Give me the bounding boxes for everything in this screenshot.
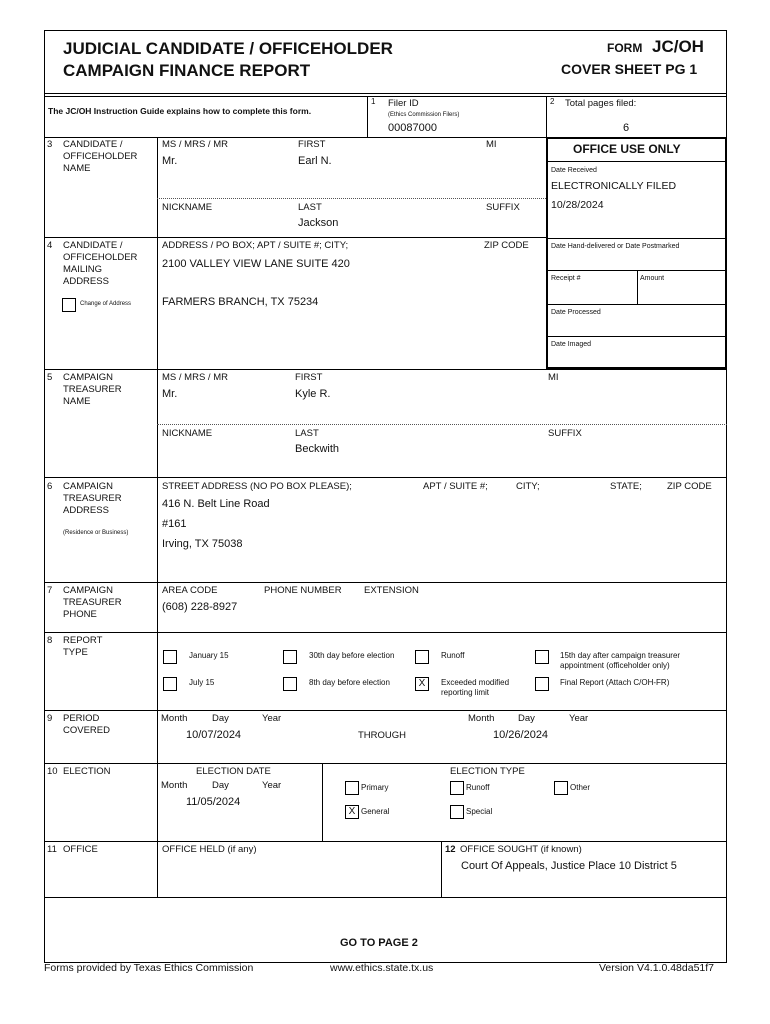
s6-line2: #161 — [162, 518, 187, 530]
date-processed-label: Date Processed — [551, 309, 601, 316]
date-received-label: Date Received — [551, 167, 597, 174]
s10-day-label: Day — [212, 780, 229, 791]
divider — [157, 198, 546, 199]
s3-label-1: CANDIDATE / — [63, 139, 123, 150]
s3-suffix-label: SUFFIX — [486, 202, 520, 213]
office-use-title: OFFICE USE ONLY — [573, 142, 681, 156]
divider — [44, 96, 727, 97]
s10-type-label: ELECTION TYPE — [450, 766, 525, 777]
election-other-checkbox[interactable] — [554, 781, 568, 795]
s5-first-label: FIRST — [295, 372, 323, 383]
s6-label-1: CAMPAIGN — [63, 481, 113, 492]
s10-date-label: ELECTION DATE — [196, 766, 271, 777]
s5-first: Kyle R. — [295, 388, 331, 400]
s6-street-label: STREET ADDRESS (NO PO BOX PLEASE); — [162, 481, 352, 492]
s5-nickname-label: NICKNAME — [162, 428, 213, 439]
s5-label-2: TREASURER — [63, 384, 122, 395]
election-runoff-label: Runoff — [466, 783, 490, 792]
s6-num: 6 — [47, 481, 53, 492]
report-type-30th-checkbox[interactable] — [283, 650, 297, 664]
office-held-label: OFFICE HELD (if any) — [162, 844, 257, 855]
s7-label-2: TREASURER — [63, 597, 122, 608]
divider — [367, 96, 368, 138]
s10-month-label: Month — [161, 780, 188, 791]
s9-to-date: 10/26/2024 — [493, 729, 549, 741]
election-runoff-checkbox[interactable] — [450, 781, 464, 795]
s6-note: (Residence or Business) — [63, 530, 129, 536]
s10-date: 11/05/2024 — [186, 796, 241, 808]
report-type-runoff-checkbox[interactable] — [415, 650, 429, 664]
divider — [441, 841, 442, 897]
s3-prefix-label: MS / MRS / MR — [162, 139, 228, 150]
form-title-line1: JUDICIAL CANDIDATE / OFFICEHOLDER — [63, 39, 393, 58]
s6-zip-label: ZIP CODE — [667, 481, 712, 492]
total-pages-value: 6 — [623, 122, 630, 134]
election-primary-checkbox[interactable] — [345, 781, 359, 795]
s3-last-label: LAST — [298, 202, 322, 213]
s3-prefix: Mr. — [162, 155, 178, 167]
s10-label: ELECTION — [63, 766, 111, 777]
election-other-label: Other — [570, 783, 591, 792]
s8-num: 8 — [47, 635, 53, 646]
s11-num: 11 — [47, 844, 57, 855]
report-type-final-checkbox[interactable] — [535, 677, 549, 691]
s9-day-label: Day — [212, 713, 229, 724]
s4-label-2: OFFICEHOLDER — [63, 252, 138, 263]
s3-first: Earl N. — [298, 155, 332, 167]
election-primary-label: Primary — [361, 783, 389, 792]
form-title-line2: CAMPAIGN FINANCE REPORT — [63, 61, 311, 80]
s3-num: 3 — [47, 139, 53, 150]
s7-phone: (608) 228-8927 — [162, 601, 238, 613]
s9-through-label: THROUGH — [358, 730, 407, 741]
report-type-runoff-label: Runoff — [441, 651, 465, 660]
divider — [157, 137, 158, 897]
footer-left: Forms provided by Texas Ethics Commission — [44, 962, 254, 974]
s8-label-2: TYPE — [63, 647, 88, 658]
s6-line1: 416 N. Belt Line Road — [162, 498, 270, 510]
cover-sheet-label: COVER SHEET PG 1 — [561, 61, 698, 77]
form-prefix: FORM — [607, 41, 643, 55]
s9-from-date: 10/07/2024 — [186, 729, 242, 741]
divider — [44, 582, 727, 583]
s3-last: Jackson — [298, 217, 339, 229]
amount-label: Amount — [640, 275, 665, 282]
s9-day-label-2: Day — [518, 713, 535, 724]
footer-version: Version V4.1.0.48da51f7 — [599, 962, 715, 974]
s4-address-line2: FARMERS BRANCH, TX 75234 — [162, 296, 319, 308]
s9-num: 9 — [47, 713, 53, 724]
report-type-jan15-checkbox[interactable] — [163, 650, 177, 664]
divider — [546, 96, 547, 138]
s7-num: 7 — [47, 585, 53, 596]
s9-month-label-2: Month — [468, 713, 495, 724]
divider — [44, 137, 546, 138]
report-type-8th-label: 8th day before election — [309, 678, 390, 687]
total-pages-label: Total pages filed: — [565, 98, 637, 109]
s9-year-label-2: Year — [569, 713, 589, 724]
report-type-15th-label: 15th day after campaign treasurer — [560, 651, 681, 660]
divider — [546, 161, 727, 162]
report-type-exceeded-label-2: reporting limit — [441, 688, 490, 697]
s12-num: 12 — [445, 844, 456, 855]
s9-year-label: Year — [262, 713, 282, 724]
divider — [44, 237, 546, 238]
hand-delivered-label: Date Hand-delivered or Date Postmarked — [551, 243, 680, 250]
report-type-30th-label: 30th day before election — [309, 651, 395, 660]
office-sought-value: Court Of Appeals, Justice Place 10 District 5 — [461, 860, 677, 872]
s5-num: 5 — [47, 372, 53, 383]
s7-phone-label: PHONE NUMBER — [264, 585, 342, 596]
divider — [157, 424, 727, 425]
s5-prefix: Mr. — [162, 388, 178, 400]
s3-label-2: OFFICEHOLDER — [63, 151, 138, 162]
total-pages-num: 2 — [550, 97, 555, 106]
report-type-8th-checkbox[interactable] — [283, 677, 297, 691]
divider — [546, 336, 727, 337]
s12-label: OFFICE SOUGHT (if known) — [460, 844, 582, 855]
s6-city-label: CITY; — [516, 481, 540, 492]
s3-label-3: NAME — [63, 163, 91, 174]
s7-label-1: CAMPAIGN — [63, 585, 113, 596]
s6-state-label: STATE; — [610, 481, 642, 492]
s7-area-label: AREA CODE — [162, 585, 218, 596]
filer-id-sublabel: (Ethics Commission Filers) — [388, 112, 460, 118]
filed-date: 10/28/2024 — [551, 199, 604, 211]
report-type-jul15-label: July 15 — [189, 678, 215, 687]
election-special-checkbox[interactable] — [450, 805, 464, 819]
divider — [44, 93, 727, 94]
change-of-address-checkbox[interactable] — [62, 298, 76, 312]
s10-year-label: Year — [262, 780, 282, 791]
s10-num: 10 — [47, 766, 58, 777]
s3-nickname-label: NICKNAME — [162, 202, 213, 213]
s7-ext-label: EXTENSION — [364, 585, 419, 596]
s4-label-1: CANDIDATE / — [63, 240, 123, 251]
divider — [322, 763, 323, 841]
s4-address-label: ADDRESS / PO BOX; APT / SUITE #; CITY; — [162, 240, 349, 251]
divider — [546, 304, 727, 305]
instruction-text: The JC/OH Instruction Guide explains how to complete this form. — [48, 106, 312, 116]
filer-id-label: Filer ID — [388, 98, 419, 109]
s5-prefix-label: MS / MRS / MR — [162, 372, 228, 383]
filed-status: ELECTRONICALLY FILED — [551, 180, 677, 192]
report-type-15th-label-2: appointment (officeholder only) — [560, 661, 670, 670]
report-type-final-label: Final Report (Attach C/OH-FR) — [560, 678, 670, 687]
report-type-jan15-label: January 15 — [189, 651, 229, 660]
filer-id-value: 00087000 — [388, 122, 437, 134]
s3-mi-label: MI — [486, 139, 497, 150]
s3-first-label: FIRST — [298, 139, 326, 150]
form-code: JC/OH — [652, 37, 704, 56]
s5-last: Beckwith — [295, 443, 340, 455]
election-general-label: General — [361, 807, 390, 816]
date-imaged-label: Date Imaged — [551, 341, 592, 348]
divider — [44, 763, 727, 764]
divider — [44, 632, 727, 633]
divider — [44, 369, 727, 370]
s5-suffix-label: SUFFIX — [548, 428, 582, 439]
s6-line3: Irving, TX 75038 — [162, 538, 243, 550]
election-special-label: Special — [466, 807, 493, 816]
s7-label-3: PHONE — [63, 609, 97, 620]
s6-label-2: TREASURER — [63, 493, 122, 504]
election-general-checkbox[interactable]: X — [345, 805, 359, 819]
s5-last-label: LAST — [295, 428, 319, 439]
report-type-exceeded-label: Exceeded modified — [441, 678, 510, 687]
s6-label-3: ADDRESS — [63, 505, 109, 516]
divider — [44, 477, 727, 478]
filer-id-num: 1 — [371, 97, 376, 106]
s5-label-3: NAME — [63, 396, 91, 407]
s4-label-3: MAILING — [63, 264, 103, 275]
s4-address-line1: 2100 VALLEY VIEW LANE SUITE 420 — [162, 258, 350, 270]
report-type-jul15-checkbox[interactable] — [163, 677, 177, 691]
receipt-label: Receipt # — [551, 275, 581, 282]
divider — [44, 897, 727, 898]
s4-num: 4 — [47, 240, 53, 251]
s9-label-1: PERIOD — [63, 713, 100, 724]
report-type-exceeded-checkbox[interactable]: X — [415, 677, 429, 691]
s9-label-2: COVERED — [63, 725, 110, 736]
footer-url: www.ethics.state.tx.us — [330, 962, 434, 974]
s11-label: OFFICE — [63, 844, 98, 855]
s5-label-1: CAMPAIGN — [63, 372, 113, 383]
s6-apt-label: APT / SUITE #; — [423, 481, 488, 492]
divider — [637, 270, 638, 304]
report-type-15th-checkbox[interactable] — [535, 650, 549, 664]
change-of-address-label: Change of Address — [80, 301, 132, 307]
go-to-page-2: GO TO PAGE 2 — [340, 937, 418, 949]
s9-month-label: Month — [161, 713, 188, 724]
divider — [44, 841, 727, 842]
s8-label-1: REPORT — [63, 635, 103, 646]
divider — [546, 238, 727, 239]
s4-label-4: ADDRESS — [63, 276, 109, 287]
s5-mi-label: MI — [548, 372, 559, 383]
divider — [44, 710, 727, 711]
s4-zip-label: ZIP CODE — [484, 240, 529, 251]
